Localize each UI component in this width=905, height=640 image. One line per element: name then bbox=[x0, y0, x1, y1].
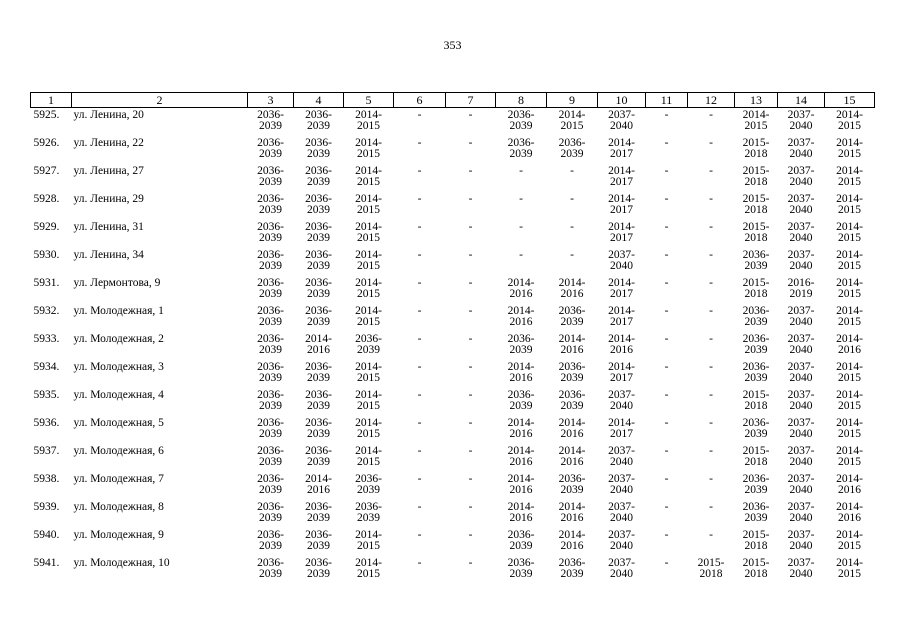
period-cell: 2036- 2039 bbox=[305, 136, 332, 160]
period-cell: 2014- 2017 bbox=[608, 220, 635, 244]
period-cell: - bbox=[709, 192, 713, 205]
period-cell: 2036- 2039 bbox=[305, 192, 332, 216]
period-cell: - bbox=[468, 136, 473, 149]
period-cell: - bbox=[417, 276, 422, 289]
period-cell: 2036- 2039 bbox=[742, 360, 770, 384]
period-cell: 2036- 2039 bbox=[507, 556, 535, 580]
period-cell: 2037- 2040 bbox=[787, 500, 815, 524]
period-cell: 2014- 2016 bbox=[836, 500, 863, 524]
column-header: 11 bbox=[646, 93, 688, 108]
column-header: 15 bbox=[825, 93, 875, 108]
period-cell: 2014- 2015 bbox=[836, 304, 863, 328]
row-number: 5927. bbox=[33, 164, 60, 177]
column-header: 7 bbox=[446, 93, 496, 108]
period-cell: 2014- 2015 bbox=[355, 109, 382, 132]
period-cell: - bbox=[468, 220, 473, 233]
period-cell: - bbox=[468, 332, 473, 345]
period-cell: 2037- 2040 bbox=[787, 304, 815, 328]
table-row bbox=[31, 304, 875, 332]
period-cell: - bbox=[664, 164, 669, 177]
row-number: 5939. bbox=[33, 500, 60, 513]
period-cell: 2036- 2039 bbox=[742, 416, 770, 440]
period-cell: 2014- 2016 bbox=[305, 332, 332, 356]
period-cell: - bbox=[417, 136, 422, 149]
period-cell: - bbox=[417, 360, 422, 373]
period-cell: 2036- 2039 bbox=[257, 500, 284, 524]
period-cell: 2014- 2015 bbox=[836, 528, 863, 552]
address-cell: ул. Молодежная, 9 bbox=[73, 528, 164, 541]
period-cell: 2036- 2039 bbox=[257, 332, 284, 356]
period-cell: 2036- 2039 bbox=[742, 304, 770, 328]
period-cell: 2014- 2016 bbox=[608, 332, 635, 356]
table-row bbox=[31, 388, 875, 416]
period-cell: - bbox=[664, 276, 669, 289]
period-cell: - bbox=[570, 248, 574, 261]
period-cell: 2036- 2039 bbox=[558, 304, 586, 328]
period-cell: - bbox=[417, 556, 422, 569]
period-cell: - bbox=[468, 276, 473, 289]
period-cell: 2015- 2018 bbox=[742, 528, 770, 552]
period-cell: 2016- 2019 bbox=[787, 276, 815, 300]
period-cell: - bbox=[417, 472, 422, 485]
period-cell: - bbox=[417, 528, 422, 541]
period-cell: 2036- 2039 bbox=[257, 136, 284, 160]
period-cell: 2014- 2017 bbox=[608, 416, 635, 440]
period-cell: - bbox=[468, 472, 473, 485]
period-cell: - bbox=[709, 304, 713, 317]
period-cell: 2037- 2040 bbox=[787, 248, 815, 272]
period-cell: - bbox=[664, 220, 669, 233]
table-body bbox=[31, 108, 875, 584]
period-cell: 2015- 2018 bbox=[742, 276, 770, 300]
period-cell: 2036- 2039 bbox=[257, 388, 284, 412]
period-cell: 2014- 2015 bbox=[355, 444, 382, 468]
period-cell: - bbox=[468, 164, 473, 177]
row-number: 5941. bbox=[33, 556, 60, 569]
table-row bbox=[31, 136, 875, 164]
period-cell: 2014- 2016 bbox=[507, 416, 535, 440]
period-cell: - bbox=[417, 444, 422, 457]
period-cell: 2014- 2015 bbox=[742, 109, 770, 132]
period-cell: 2037- 2040 bbox=[787, 360, 815, 384]
period-cell: - bbox=[709, 109, 713, 121]
address-cell: ул. Молодежная, 4 bbox=[73, 388, 164, 401]
period-cell: 2014- 2015 bbox=[355, 304, 382, 328]
period-cell: 2015- 2018 bbox=[742, 556, 770, 580]
period-cell: - bbox=[417, 220, 422, 233]
period-cell: 2037- 2040 bbox=[787, 109, 815, 132]
period-cell: 2037- 2040 bbox=[608, 528, 635, 552]
period-cell: 2036- 2039 bbox=[257, 164, 284, 188]
period-cell: 2037- 2040 bbox=[787, 220, 815, 244]
period-cell: 2014- 2016 bbox=[507, 500, 535, 524]
period-cell: 2015- 2018 bbox=[742, 220, 770, 244]
period-cell: - bbox=[709, 276, 713, 289]
period-cell: 2036- 2039 bbox=[742, 472, 770, 496]
period-cell: - bbox=[709, 388, 713, 401]
period-cell: 2014- 2015 bbox=[355, 528, 382, 552]
period-cell: 2014- 2015 bbox=[836, 136, 863, 160]
column-header: 10 bbox=[598, 93, 646, 108]
period-cell: 2036- 2039 bbox=[305, 556, 332, 580]
period-cell: 2036- 2039 bbox=[355, 500, 382, 524]
period-cell: 2014- 2016 bbox=[558, 276, 586, 300]
period-cell: 2015- 2018 bbox=[742, 164, 770, 188]
table-row bbox=[31, 528, 875, 556]
table-row bbox=[31, 332, 875, 360]
period-cell: - bbox=[709, 528, 713, 541]
period-cell: 2036- 2039 bbox=[257, 556, 284, 580]
period-cell: - bbox=[664, 136, 669, 149]
table-row bbox=[31, 192, 875, 220]
period-cell: 2014- 2016 bbox=[305, 472, 332, 496]
period-cell: 2036- 2039 bbox=[305, 276, 332, 300]
address-cell: ул. Ленина, 20 bbox=[73, 109, 144, 121]
period-cell: 2037- 2040 bbox=[787, 472, 815, 496]
row-number: 5940. bbox=[33, 528, 60, 541]
period-cell: - bbox=[519, 220, 523, 233]
period-cell: - bbox=[417, 164, 422, 177]
period-cell: - bbox=[664, 388, 669, 401]
period-cell: - bbox=[468, 109, 473, 121]
period-cell: 2014- 2016 bbox=[507, 304, 535, 328]
column-header: 13 bbox=[735, 93, 778, 108]
column-header: 14 bbox=[778, 93, 825, 108]
period-cell: 2014- 2016 bbox=[836, 472, 863, 496]
table-header-row bbox=[31, 93, 875, 108]
period-cell: 2014- 2015 bbox=[836, 192, 863, 216]
period-cell: 2014- 2015 bbox=[558, 109, 586, 132]
period-cell: 2014- 2015 bbox=[836, 164, 863, 188]
row-number: 5931. bbox=[33, 276, 60, 289]
period-cell: - bbox=[417, 192, 422, 205]
period-cell: - bbox=[468, 360, 473, 373]
period-cell: 2036- 2039 bbox=[305, 304, 332, 328]
period-cell: - bbox=[664, 304, 669, 317]
period-cell: 2014- 2016 bbox=[507, 276, 535, 300]
period-cell: 2036- 2039 bbox=[355, 332, 382, 356]
row-number: 5935. bbox=[33, 388, 60, 401]
period-cell: - bbox=[468, 248, 473, 261]
column-header: 2 bbox=[72, 93, 248, 108]
row-number: 5934. bbox=[33, 360, 60, 373]
period-cell: - bbox=[570, 164, 574, 177]
address-cell: ул. Молодежная, 5 bbox=[73, 416, 164, 429]
period-cell: - bbox=[709, 164, 713, 177]
period-cell: 2036- 2039 bbox=[305, 444, 332, 468]
period-cell: 2036- 2039 bbox=[257, 220, 284, 244]
period-cell: - bbox=[468, 416, 473, 429]
period-cell: 2036- 2039 bbox=[257, 472, 284, 496]
table-row bbox=[31, 164, 875, 192]
period-cell: 2036- 2039 bbox=[257, 444, 284, 468]
address-cell: ул. Молодежная, 3 bbox=[73, 360, 164, 373]
period-cell: - bbox=[417, 388, 422, 401]
row-number: 5937. bbox=[33, 444, 60, 457]
period-cell: - bbox=[417, 304, 422, 317]
period-cell: 2037- 2040 bbox=[787, 164, 815, 188]
period-cell: 2036- 2039 bbox=[742, 332, 770, 356]
period-cell: - bbox=[709, 220, 713, 233]
table-row bbox=[31, 444, 875, 472]
period-cell: - bbox=[664, 500, 669, 513]
period-cell: - bbox=[570, 192, 574, 205]
period-cell: 2037- 2040 bbox=[608, 500, 635, 524]
period-cell: 2036- 2039 bbox=[558, 388, 586, 412]
period-cell: 2036- 2039 bbox=[305, 500, 332, 524]
period-cell: 2037- 2040 bbox=[608, 248, 635, 272]
period-cell: 2036- 2039 bbox=[558, 136, 586, 160]
address-cell: ул. Ленина, 22 bbox=[73, 136, 144, 149]
period-cell: - bbox=[468, 500, 473, 513]
address-cell: ул. Ленина, 34 bbox=[73, 248, 144, 261]
period-cell: 2014- 2015 bbox=[836, 416, 863, 440]
period-cell: 2037- 2040 bbox=[787, 388, 815, 412]
page-number: 353 bbox=[443, 38, 462, 52]
table-row bbox=[31, 472, 875, 500]
period-cell: - bbox=[468, 444, 473, 457]
period-cell: 2036- 2039 bbox=[742, 248, 770, 272]
period-cell: 2036- 2039 bbox=[305, 248, 332, 272]
period-cell: - bbox=[709, 136, 713, 149]
period-cell: - bbox=[709, 332, 713, 345]
column-header: 12 bbox=[688, 93, 735, 108]
period-cell: - bbox=[468, 556, 473, 569]
row-number: 5929. bbox=[33, 220, 60, 233]
period-cell: 2037- 2040 bbox=[608, 109, 635, 132]
period-cell: - bbox=[664, 192, 669, 205]
period-cell: 2014- 2015 bbox=[355, 164, 382, 188]
period-cell: 2014- 2015 bbox=[836, 360, 863, 384]
table-row bbox=[31, 248, 875, 276]
column-header: 9 bbox=[547, 93, 598, 108]
period-cell: - bbox=[519, 192, 523, 205]
row-number: 5932. bbox=[33, 304, 60, 317]
period-cell: - bbox=[468, 192, 473, 205]
period-cell: 2036- 2039 bbox=[507, 109, 535, 132]
period-cell: - bbox=[664, 416, 669, 429]
address-cell: ул. Молодежная, 1 bbox=[73, 304, 164, 317]
period-cell: 2036- 2039 bbox=[742, 500, 770, 524]
period-cell: 2014- 2015 bbox=[355, 192, 382, 216]
period-cell: 2014- 2015 bbox=[355, 416, 382, 440]
period-cell: 2036- 2039 bbox=[257, 276, 284, 300]
period-cell: 2036- 2039 bbox=[305, 416, 332, 440]
period-cell: - bbox=[709, 444, 713, 457]
period-cell: 2036- 2039 bbox=[355, 472, 382, 496]
period-cell: - bbox=[664, 556, 669, 569]
table-row bbox=[31, 276, 875, 304]
row-number: 5925. bbox=[33, 109, 60, 121]
table-row bbox=[31, 360, 875, 388]
period-cell: - bbox=[417, 109, 422, 121]
column-header: 1 bbox=[31, 93, 72, 108]
period-cell: - bbox=[664, 109, 669, 121]
period-cell: 2014- 2015 bbox=[836, 109, 863, 132]
period-cell: - bbox=[709, 360, 713, 373]
column-header: 6 bbox=[394, 93, 446, 108]
period-cell: - bbox=[417, 416, 422, 429]
address-cell: ул. Молодежная, 7 bbox=[73, 472, 164, 485]
row-number: 5938. bbox=[33, 472, 60, 485]
period-cell: 2037- 2040 bbox=[608, 444, 635, 468]
period-cell: 2015- 2018 bbox=[742, 192, 770, 216]
period-cell: - bbox=[709, 500, 713, 513]
period-cell: 2014- 2016 bbox=[836, 332, 863, 356]
table-row bbox=[31, 500, 875, 528]
period-cell: 2036- 2039 bbox=[507, 528, 535, 552]
period-cell: 2036- 2039 bbox=[305, 220, 332, 244]
schedule-table bbox=[30, 92, 875, 584]
period-cell: 2015- 2018 bbox=[742, 444, 770, 468]
period-cell: 2014- 2016 bbox=[507, 360, 535, 384]
column-header: 8 bbox=[496, 93, 547, 108]
period-cell: 2014- 2016 bbox=[558, 444, 586, 468]
period-cell: 2037- 2040 bbox=[787, 416, 815, 440]
period-cell: 2036- 2039 bbox=[305, 360, 332, 384]
table-row bbox=[31, 108, 875, 136]
period-cell: 2036- 2039 bbox=[507, 136, 535, 160]
column-header: 4 bbox=[294, 93, 344, 108]
period-cell: - bbox=[664, 360, 669, 373]
period-cell: 2014- 2016 bbox=[507, 472, 535, 496]
period-cell: 2015- 2018 bbox=[742, 136, 770, 160]
table-row bbox=[31, 416, 875, 444]
period-cell: - bbox=[709, 248, 713, 261]
period-cell: - bbox=[709, 472, 713, 485]
column-header: 3 bbox=[248, 93, 294, 108]
period-cell: - bbox=[468, 528, 473, 541]
period-cell: 2036- 2039 bbox=[257, 109, 284, 132]
period-cell: - bbox=[570, 220, 574, 233]
period-cell: 2036- 2039 bbox=[305, 164, 332, 188]
address-cell: ул. Ленина, 29 bbox=[73, 192, 144, 205]
column-header: 5 bbox=[344, 93, 394, 108]
period-cell: 2036- 2039 bbox=[507, 388, 535, 412]
period-cell: 2014- 2017 bbox=[608, 360, 635, 384]
table-row bbox=[31, 556, 875, 584]
row-number: 5936. bbox=[33, 416, 60, 429]
period-cell: 2036- 2039 bbox=[305, 109, 332, 132]
period-cell: - bbox=[664, 332, 669, 345]
period-cell: 2036- 2039 bbox=[257, 304, 284, 328]
period-cell: 2015- 2018 bbox=[697, 556, 725, 580]
period-cell: 2014- 2015 bbox=[355, 248, 382, 272]
period-cell: 2036- 2039 bbox=[507, 332, 535, 356]
row-number: 5926. bbox=[33, 136, 60, 149]
address-cell: ул. Молодежная, 6 bbox=[73, 444, 164, 457]
period-cell: 2014- 2015 bbox=[355, 220, 382, 244]
period-cell: - bbox=[417, 248, 422, 261]
period-cell: - bbox=[664, 528, 669, 541]
period-cell: - bbox=[664, 472, 669, 485]
period-cell: - bbox=[468, 304, 473, 317]
address-cell: ул. Молодежная, 10 bbox=[73, 556, 170, 569]
period-cell: 2036- 2039 bbox=[257, 360, 284, 384]
period-cell: - bbox=[664, 248, 669, 261]
period-cell: 2014- 2015 bbox=[355, 556, 382, 580]
period-cell: 2037- 2040 bbox=[608, 556, 635, 580]
address-cell: ул. Ленина, 31 bbox=[73, 220, 144, 233]
row-number: 5930. bbox=[33, 248, 60, 261]
period-cell: - bbox=[468, 388, 473, 401]
period-cell: 2036- 2039 bbox=[558, 472, 586, 496]
period-cell: - bbox=[417, 500, 422, 513]
period-cell: 2014- 2015 bbox=[836, 556, 863, 580]
period-cell: 2014- 2017 bbox=[608, 304, 635, 328]
period-cell: 2037- 2040 bbox=[608, 472, 635, 496]
period-cell: 2014- 2016 bbox=[558, 528, 586, 552]
period-cell: 2014- 2017 bbox=[608, 136, 635, 160]
period-cell: 2014- 2016 bbox=[558, 500, 586, 524]
period-cell: 2036- 2039 bbox=[257, 528, 284, 552]
period-cell: 2014- 2017 bbox=[608, 164, 635, 188]
period-cell: 2014- 2015 bbox=[355, 388, 382, 412]
period-cell: 2014- 2015 bbox=[355, 136, 382, 160]
row-number: 5933. bbox=[33, 332, 60, 345]
period-cell: - bbox=[709, 416, 713, 429]
period-cell: 2037- 2040 bbox=[608, 388, 635, 412]
period-cell: - bbox=[664, 444, 669, 457]
period-cell: 2015- 2018 bbox=[742, 388, 770, 412]
period-cell: 2036- 2039 bbox=[558, 556, 586, 580]
period-cell: 2014- 2016 bbox=[507, 444, 535, 468]
row-number: 5928. bbox=[33, 192, 60, 205]
period-cell: 2014- 2015 bbox=[836, 444, 863, 468]
period-cell: 2036- 2039 bbox=[257, 248, 284, 272]
period-cell: 2014- 2017 bbox=[608, 192, 635, 216]
period-cell: 2037- 2040 bbox=[787, 444, 815, 468]
period-cell: 2036- 2039 bbox=[558, 360, 586, 384]
period-cell: 2037- 2040 bbox=[787, 528, 815, 552]
period-cell: 2014- 2017 bbox=[608, 276, 635, 300]
period-cell: 2036- 2039 bbox=[257, 192, 284, 216]
period-cell: - bbox=[519, 164, 523, 177]
period-cell: 2036- 2039 bbox=[305, 388, 332, 412]
period-cell: 2036- 2039 bbox=[305, 528, 332, 552]
period-cell: 2014- 2015 bbox=[355, 276, 382, 300]
table-row bbox=[31, 220, 875, 248]
address-cell: ул. Молодежная, 2 bbox=[73, 332, 164, 345]
period-cell: 2037- 2040 bbox=[787, 332, 815, 356]
period-cell: 2014- 2016 bbox=[558, 332, 586, 356]
period-cell: 2014- 2015 bbox=[836, 248, 863, 272]
address-cell: ул. Лермонтова, 9 bbox=[73, 276, 161, 289]
period-cell: 2014- 2015 bbox=[355, 360, 382, 384]
period-cell: - bbox=[519, 248, 523, 261]
period-cell: 2037- 2040 bbox=[787, 556, 815, 580]
period-cell: - bbox=[417, 332, 422, 345]
period-cell: 2037- 2040 bbox=[787, 136, 815, 160]
period-cell: 2014- 2015 bbox=[836, 388, 863, 412]
period-cell: 2036- 2039 bbox=[257, 416, 284, 440]
period-cell: 2014- 2015 bbox=[836, 276, 863, 300]
period-cell: 2037- 2040 bbox=[787, 192, 815, 216]
period-cell: 2014- 2015 bbox=[836, 220, 863, 244]
period-cell: 2014- 2016 bbox=[558, 416, 586, 440]
address-cell: ул. Молодежная, 8 bbox=[73, 500, 164, 513]
address-cell: ул. Ленина, 27 bbox=[73, 164, 144, 177]
